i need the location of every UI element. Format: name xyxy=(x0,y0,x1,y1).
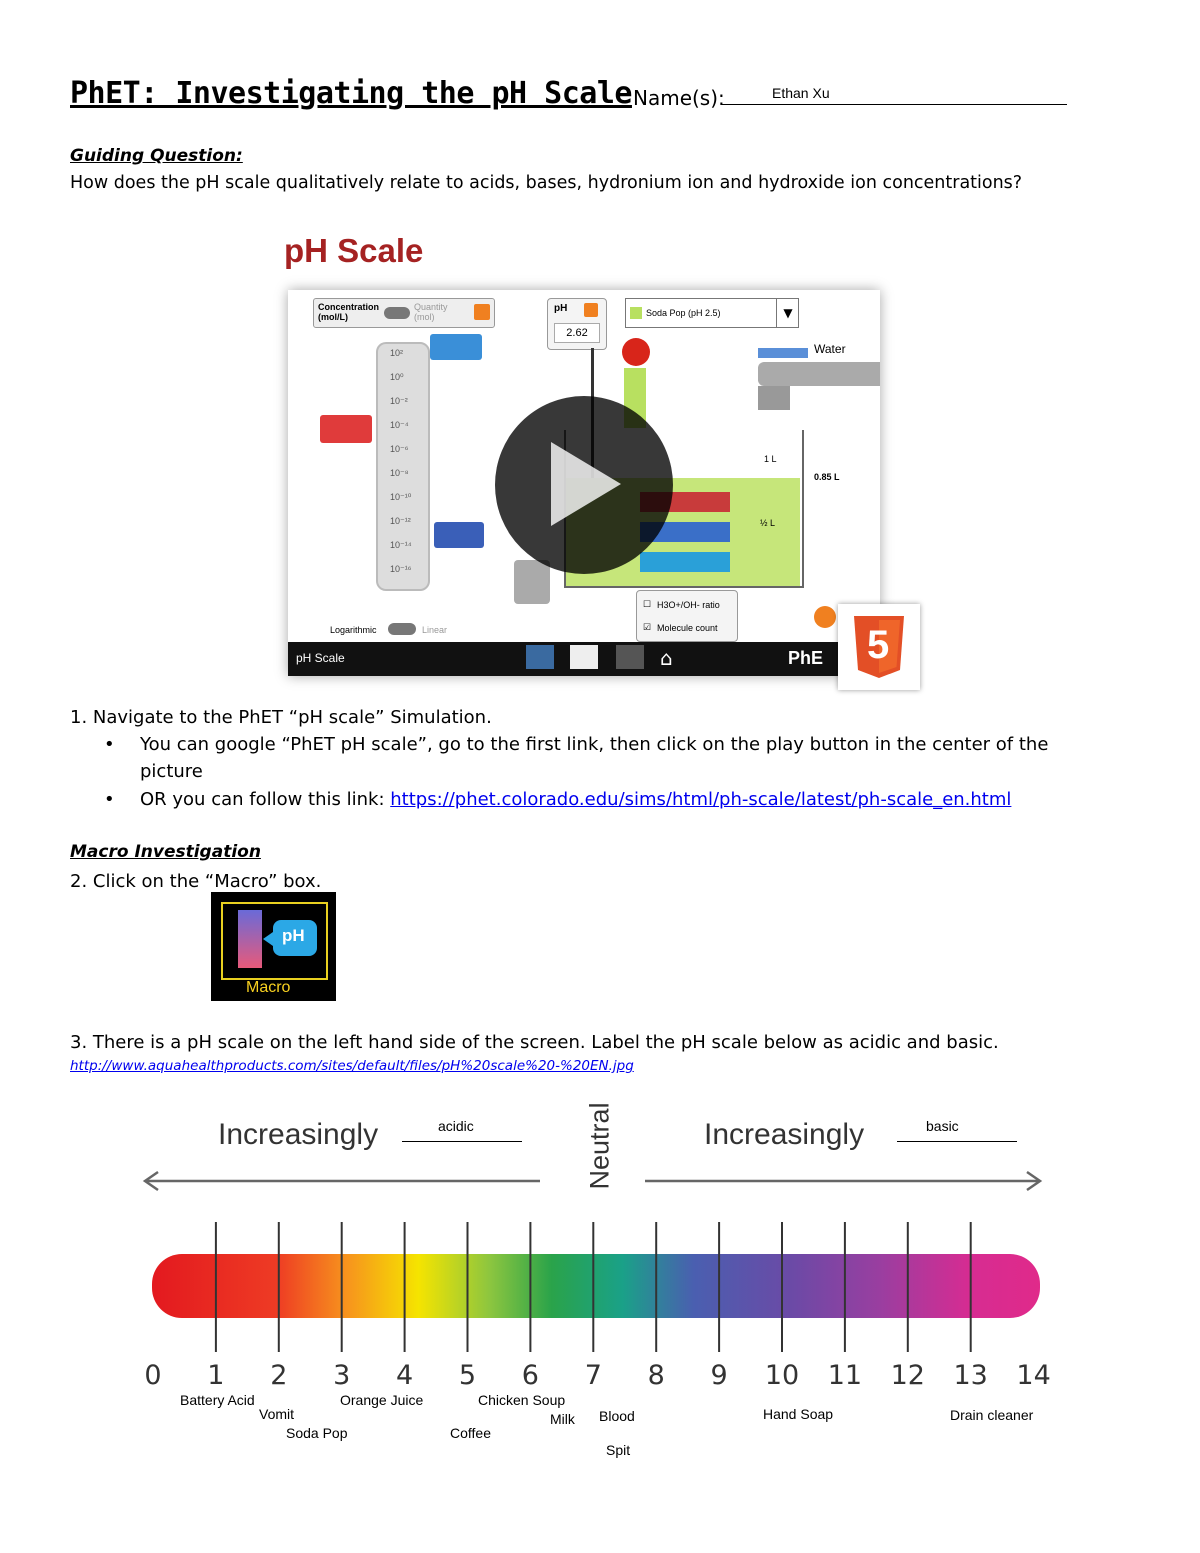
ph-meter[interactable] xyxy=(547,298,607,350)
guiding-question-heading: Guiding Question: xyxy=(70,146,243,166)
ph-meter-collapse-icon[interactable] xyxy=(584,303,598,317)
neutral-label: Neutral xyxy=(584,1102,615,1190)
water-faucet-handle[interactable] xyxy=(758,348,808,358)
step2-text: 2. Click on the “Macro” box. xyxy=(70,871,322,892)
log-tick-label: 10⁰ xyxy=(390,372,404,382)
macro-ph-text: pH xyxy=(282,926,305,945)
phet-link[interactable]: https://phet.colorado.edu/sims/html/ph-scale/latest/ph-scale_en.html xyxy=(390,789,1012,810)
example-battery-acid: Battery Acid xyxy=(180,1392,255,1408)
bullet-icon: • xyxy=(104,734,115,755)
ph-number: 7 xyxy=(584,1360,602,1391)
ph-number: 4 xyxy=(396,1360,414,1391)
ph-number: 3 xyxy=(333,1360,351,1391)
log-tick-label: 10⁻¹⁰ xyxy=(390,492,412,502)
basic-answer: basic xyxy=(926,1118,959,1134)
ph-number: 0 xyxy=(144,1360,162,1391)
step3-text: 3. There is a pH scale on the left hand side of the screen. Label the pH scale below as acidic and basic. xyxy=(70,1032,999,1053)
log-linear-toggle[interactable] xyxy=(388,623,416,635)
ph-number: 11 xyxy=(827,1360,863,1391)
dropper-button[interactable] xyxy=(622,338,650,366)
ph-number: 5 xyxy=(458,1360,477,1391)
log-scale-ticks xyxy=(376,348,426,588)
ph-number: 13 xyxy=(953,1360,988,1391)
name-value: Ethan Xu xyxy=(772,85,830,101)
log-tick-label: 10⁻¹⁴ xyxy=(390,540,412,550)
ph-number: 10 xyxy=(764,1360,800,1391)
guiding-question-text: How does the pH scale qualitatively relate to acids, bases, hydronium ion and hydroxide ion concentrations? xyxy=(70,173,1023,193)
quantity-label: Quantity (mol) xyxy=(414,302,448,322)
simulation-screenshot[interactable] xyxy=(288,290,880,676)
example-chicken-soup: Chicken Soup xyxy=(478,1392,566,1408)
ph-image-link[interactable]: http://www.aquahealthproducts.com/sites/default/files/pH%20scale%20-%20EN.jpg xyxy=(70,1058,634,1074)
phet-logo: PhE xyxy=(788,648,824,668)
increasingly-right: Increasingly xyxy=(704,1118,865,1151)
volume-half: ½ L xyxy=(760,518,776,528)
molecule-count-label: Molecule count xyxy=(657,623,718,633)
ph-value: 2.62 xyxy=(554,323,600,343)
concentration-toggle[interactable] xyxy=(313,298,495,328)
solute-name: Soda Pop (pH 2.5) xyxy=(646,308,721,318)
ratio-label: H3O+/OH- ratio xyxy=(657,600,720,610)
drain-faucet[interactable] xyxy=(514,560,550,604)
ph-color-bar xyxy=(152,1254,1040,1318)
solute-dropdown[interactable] xyxy=(625,298,799,328)
log-tick-label: 10⁻¹² xyxy=(390,516,411,526)
h3o-concentration-indicator[interactable] xyxy=(320,415,372,443)
display-options-panel xyxy=(636,590,738,642)
ph-number: 12 xyxy=(890,1360,925,1391)
example-blood: Blood xyxy=(599,1408,635,1424)
linear-label: Linear xyxy=(422,625,448,635)
html5-badge xyxy=(838,604,920,690)
example-hand-soap: Hand Soap xyxy=(763,1406,834,1422)
sim-nav-bar xyxy=(288,642,880,676)
solute-color-swatch xyxy=(630,307,642,319)
collapse-icon[interactable] xyxy=(474,304,490,320)
h2o-count xyxy=(640,552,730,572)
ph-number: 6 xyxy=(521,1360,539,1391)
toggle-switch[interactable] xyxy=(384,307,410,319)
log-tick-label: 10⁻⁶ xyxy=(390,444,409,454)
step1-bullet2-text: OR you can follow this link: xyxy=(140,789,391,810)
reset-icon[interactable] xyxy=(814,606,836,628)
log-tick-label: 10⁻⁴ xyxy=(390,420,409,430)
ph-meter-label: pH xyxy=(554,303,568,314)
log-label: Logarithmic xyxy=(330,625,377,635)
macro-label: Macro xyxy=(246,979,291,996)
macro-beaker-icon xyxy=(238,910,262,968)
example-milk: Milk xyxy=(550,1411,575,1427)
sim-nav-title: pH Scale xyxy=(296,651,345,665)
ph-number: 9 xyxy=(710,1360,728,1391)
example-coffee: Coffee xyxy=(450,1425,491,1441)
log-tick-label: 10⁻⁸ xyxy=(390,468,409,478)
ph-number: 14 xyxy=(1016,1360,1051,1391)
page-title: PhET: Investigating the pH Scale xyxy=(70,76,632,111)
example-spit: Spit xyxy=(606,1442,631,1458)
log-tick-label: 10⁻² xyxy=(390,396,408,406)
water-faucet xyxy=(758,362,880,386)
bullet-icon: • xyxy=(104,789,115,810)
oh-indicator[interactable] xyxy=(434,522,484,548)
step1-bullet1-cont: picture xyxy=(140,761,203,782)
dropdown-arrow-icon[interactable]: ▼ xyxy=(776,299,799,327)
acidic-answer: acidic xyxy=(438,1118,474,1134)
macro-tab-icon[interactable] xyxy=(526,645,554,669)
name-label: Name(s): xyxy=(633,86,725,110)
example-soda-pop: Soda Pop xyxy=(286,1425,348,1441)
increasingly-left: Increasingly xyxy=(218,1118,379,1151)
h3o-indicator[interactable] xyxy=(430,334,482,360)
home-icon[interactable]: ⌂ xyxy=(660,646,673,670)
macro-bubble-pointer xyxy=(263,932,273,946)
example-orange-juice: Orange Juice xyxy=(340,1392,424,1408)
log-tick-label: 10² xyxy=(390,348,404,358)
water-faucet-spout xyxy=(758,386,790,410)
acidic-blank[interactable] xyxy=(402,1141,522,1142)
basic-arrow-head xyxy=(1027,1172,1040,1190)
step1-bullet1: You can google “PhET pH scale”, go to the first link, then click on the play button in the center of the xyxy=(140,734,1049,755)
basic-blank[interactable] xyxy=(897,1141,1017,1142)
molecule-count-checkbox[interactable]: ☑ xyxy=(643,622,652,632)
log-tick-label: 10⁻¹⁶ xyxy=(390,564,412,574)
example-vomit: Vomit xyxy=(259,1406,295,1422)
custom-tab-icon[interactable] xyxy=(616,645,644,669)
acidic-arrow-head xyxy=(145,1172,158,1190)
play-icon xyxy=(551,442,621,526)
name-line xyxy=(722,104,1067,105)
volume-value[interactable]: 0.85 L xyxy=(814,472,840,482)
water-label: Water xyxy=(814,342,846,356)
ratio-checkbox[interactable]: ☐ xyxy=(643,599,652,609)
ph-number: 2 xyxy=(270,1360,288,1391)
volume-1l: 1 L xyxy=(764,454,777,464)
sim-title: pH Scale xyxy=(284,232,424,269)
step1-bullet2 xyxy=(140,786,1011,813)
ph-number: 8 xyxy=(647,1360,665,1391)
macro-button[interactable] xyxy=(211,892,336,1001)
example-drain-cleaner: Drain cleaner xyxy=(950,1407,1034,1423)
step1-text: 1. Navigate to the PhET “pH scale” Simulation. xyxy=(70,707,492,728)
html5-number: 5 xyxy=(867,623,890,667)
micro-tab-icon[interactable] xyxy=(570,645,598,669)
ph-number: 1 xyxy=(207,1360,225,1391)
macro-heading: Macro Investigation xyxy=(70,842,261,862)
concentration-label: Concentration (mol/L) xyxy=(318,302,380,322)
